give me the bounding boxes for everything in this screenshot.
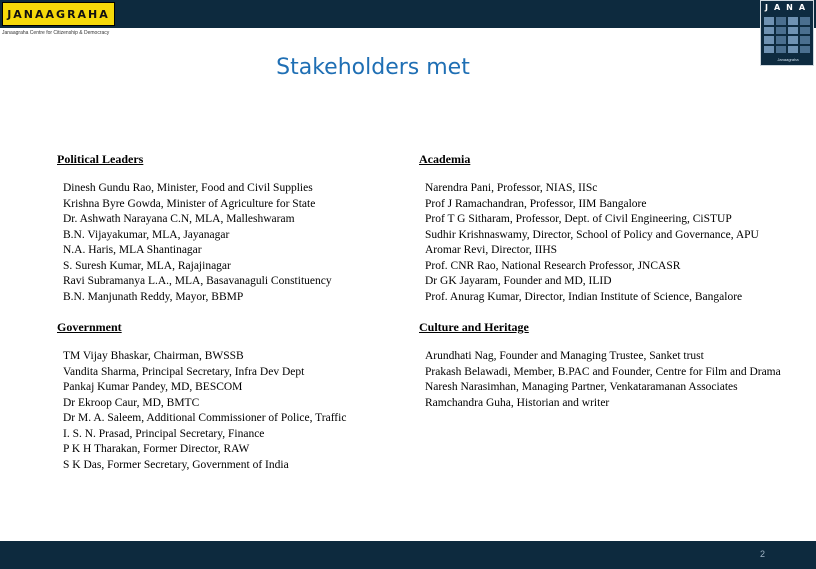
list-item: Dr. Ashwath Narayana C.N, MLA, Malleshwaram [63,213,295,225]
page-title: Stakeholders met [276,55,470,80]
list-item: P K H Tharakan, Former Director, RAW [63,443,250,455]
list-item: Sudhir Krishnaswamy, Director, School of Policy and Governance, APU [425,228,759,241]
list-item: B.N. Vijayakumar, MLA, Jayanagar [63,228,230,241]
list-item: Dr Ekroop Caur, MD, BMTC [63,396,200,409]
list-item: B.N. Manjunath Reddy, Mayor, BBMP [63,290,244,303]
jana-logo-subtext: Janaagraha [777,57,799,62]
stakeholder-list [419,181,799,305]
section-heading: Academia [419,152,471,166]
janaagraha-logo [2,2,115,26]
stakeholder-list [419,349,799,411]
section-academia [419,152,799,305]
jana-logo-text: JANA [765,3,812,12]
stakeholder-list [57,349,437,473]
list-item: I. S. N. Prasad, Principal Secretary, Finance [63,427,265,440]
top-banner [0,0,816,28]
list-item: S. Suresh Kumar, MLA, Rajajinagar [63,259,231,272]
list-item: N.A. Haris, MLA Shantinagar [63,244,202,256]
section-political-leaders [57,152,437,305]
list-item: Aromar Revi, Director, IIHS [425,244,558,256]
logo-text: JANAAGRAHA [7,7,110,21]
list-item: Dinesh Gundu Rao, Minister, Food and Civil Supplies [63,182,313,194]
section-government [57,320,437,473]
logo-tagline: Janaagraha Centre for Citizenship & Democracy [2,30,110,36]
list-item: Prakash Belawadi, Member, B.PAC and Founder, Centre for Film and Drama [425,365,781,378]
bottom-banner [0,541,816,569]
stakeholder-list [57,181,437,305]
list-item: TM Vijay Bhaskar, Chairman, BWSSB [63,350,244,362]
list-item: Prof. Anurag Kumar, Director, Indian Institute of Science, Bangalore [425,290,743,303]
list-item: Narendra Pani, Professor, NIAS, IISc [425,182,598,194]
list-item: Naresh Narasimhan, Managing Partner, Venkataramanan Associates [425,381,738,393]
list-item: Dr GK Jayaram, Founder and MD, ILID [425,275,612,287]
list-item: Dr M. A. Saleem, Additional Commissioner of Police, Traffic [63,412,347,424]
list-item: Pankaj Kumar Pandey, MD, BESCOM [63,381,243,393]
list-item: Prof J Ramachandran, Professor, IIM Bangalore [425,197,647,210]
list-item: Prof. CNR Rao, National Research Professor, JNCASR [425,259,681,272]
list-item: Vandita Sharma, Principal Secretary, Infra Dev Dept [63,365,305,378]
list-item: Prof T G Sitharam, Professor, Dept. of Civil Engineering, CiSTUP [425,213,732,225]
section-heading: Culture and Heritage [419,320,529,334]
section-culture-heritage [419,320,799,411]
list-item: Arundhati Nag, Founder and Managing Trustee, Sanket trust [425,350,704,362]
list-item: Ravi Subramanya L.A., MLA, Basavanaguli Constituency [63,275,332,287]
list-item: S K Das, Former Secretary, Government of India [63,458,289,471]
jana-logo [760,0,814,66]
section-heading: Political Leaders [57,152,144,166]
list-item: Ramchandra Guha, Historian and writer [425,396,610,409]
skyline-graphic [764,17,810,53]
section-heading: Government [57,320,122,334]
list-item: Krishna Byre Gowda, Minister of Agriculture for State [63,197,316,210]
page-number: 2 [760,549,766,559]
